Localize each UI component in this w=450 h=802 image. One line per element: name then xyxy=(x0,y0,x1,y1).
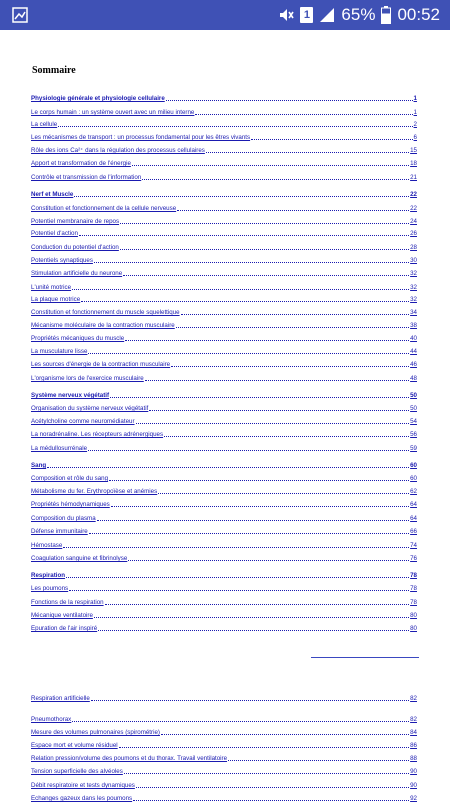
toc-entry-title: La médullosurrénale xyxy=(31,445,88,452)
toc-leader-dots xyxy=(88,450,409,451)
battery-percent: 65% xyxy=(341,5,376,24)
toc-entry-page: 90 xyxy=(410,768,417,775)
toc-entry-title: Défense immunitaire xyxy=(31,528,88,535)
toc-leader-dots xyxy=(120,249,409,250)
toc-entry[interactable] xyxy=(31,306,417,316)
toc-leader-dots xyxy=(98,630,409,631)
toc-leader-dots xyxy=(79,235,409,236)
toc-entry-page: 66 xyxy=(410,528,417,535)
battery-icon xyxy=(381,6,391,24)
toc-leader-dots xyxy=(94,617,409,618)
toc-leader-dots xyxy=(119,747,409,748)
toc-entry-page: 76 xyxy=(410,555,417,562)
toc-leader-dots xyxy=(142,179,409,180)
toc-entry-page: 86 xyxy=(410,742,417,749)
toc-entry-title: Les mécanismes de transport : un processus fondamental pour les êtres vivants xyxy=(31,134,251,141)
toc-entry[interactable] xyxy=(31,106,417,116)
toc-entry-title: Rôle des ions Ca²⁺ dans la régulation des processus cellulaires xyxy=(31,147,205,154)
toc-leader-dots xyxy=(158,493,409,494)
toc-entry[interactable] xyxy=(31,609,417,619)
toc-entry-title: Système nerveux végétatif xyxy=(31,392,110,399)
page-footer-line xyxy=(311,657,419,658)
toc-leader-dots xyxy=(161,734,409,735)
toc-entry-title: Potentiel membranaire de repos xyxy=(31,218,120,225)
toc-entry[interactable] xyxy=(31,428,417,438)
toc-entry-title: Les sources d'énergie de la contraction musculaire xyxy=(31,361,171,368)
toc-entry[interactable] xyxy=(31,241,417,251)
toc-entry[interactable] xyxy=(31,569,417,579)
toc-entry-page: 1 xyxy=(413,95,417,102)
toc-leader-dots xyxy=(125,340,409,341)
toc-entry-title: Mécanisme moléculaire de la contraction musculaire xyxy=(31,322,175,329)
toc-entry[interactable] xyxy=(31,539,417,549)
toc-entry[interactable] xyxy=(31,227,417,237)
toc-entry-title: Conduction du potentiel d'action xyxy=(31,244,119,251)
toc-entry-page: 30 xyxy=(410,257,417,264)
toc-entry-page: 82 xyxy=(410,716,417,723)
toc-entry-page: 74 xyxy=(410,542,417,549)
toc-entry[interactable] xyxy=(31,254,417,264)
toc-entry[interactable] xyxy=(31,472,417,482)
toc-entry-title: Propriétés mécaniques du muscle xyxy=(31,335,125,342)
toc-entry[interactable] xyxy=(31,389,417,399)
toc-entry-title: Potentiels synaptiques xyxy=(31,257,93,264)
toc-entry-title: Respiration artificielle xyxy=(31,695,90,702)
toc-entry-title: Relation pression/volume des poumons et du thorax. Travail ventilatoire xyxy=(31,755,228,762)
toc-entry-page: 50 xyxy=(410,405,417,412)
toc-entry-page: 38 xyxy=(410,322,417,329)
toc-entry-page: 21 xyxy=(410,174,417,181)
toc-entry-title: Epuration de l'air inspiré xyxy=(31,625,98,632)
toc-entry[interactable] xyxy=(31,512,417,522)
toc-entry-title: Acétylcholine comme neuromédiateur xyxy=(31,418,135,425)
toc-entry[interactable] xyxy=(31,332,417,342)
toc-entry-page: 44 xyxy=(410,348,417,355)
toc-leader-dots xyxy=(66,577,409,578)
toc-entry-page: 40 xyxy=(410,335,417,342)
toc-entry-page: 2 xyxy=(413,121,417,128)
toc-leader-dots xyxy=(94,262,409,263)
toc-leader-dots xyxy=(124,773,409,774)
toc-entry-page: 62 xyxy=(410,488,417,495)
toc-leader-dots xyxy=(109,480,409,481)
toc-entry[interactable] xyxy=(31,596,417,606)
toc-entry[interactable] xyxy=(31,752,417,762)
toc-entry-title: Mécanique ventilatoire xyxy=(31,612,93,619)
toc-leader-dots xyxy=(69,590,409,591)
toc-entry[interactable] xyxy=(31,692,417,702)
toc-entry-page: 54 xyxy=(410,418,417,425)
toc-entry-title: La musculature lisse xyxy=(31,348,88,355)
toc-entry-title: La plaque motrice xyxy=(31,296,81,303)
toc-leader-dots xyxy=(58,126,412,127)
toc-leader-dots xyxy=(110,397,409,398)
toc-entry[interactable] xyxy=(31,765,417,775)
toc-entry-title: Pneumothorax xyxy=(31,716,72,723)
toc-leader-dots xyxy=(72,721,409,722)
toc-entry-title: Propriétés hémodynamiques xyxy=(31,501,110,508)
toc-entry-title: Constitution et fonctionnement du muscle squelettique xyxy=(31,309,180,316)
toc-entry-page: 24 xyxy=(410,218,417,225)
toc-entry-page: 90 xyxy=(410,782,417,789)
document-page[interactable] xyxy=(0,30,450,800)
toc-entry[interactable] xyxy=(31,319,417,329)
toc-leader-dots xyxy=(177,210,409,211)
toc-entry[interactable] xyxy=(31,293,417,303)
toc-entry-title: Fonctions de la respiration xyxy=(31,599,104,606)
page-title: Sommaire xyxy=(32,65,76,76)
toc-entry-title: Respiration xyxy=(31,572,66,579)
toc-entry[interactable] xyxy=(31,525,417,535)
toc-leader-dots xyxy=(111,506,409,507)
toc-entry-title: Coagulation sanguine et fibrinolyse xyxy=(31,555,128,562)
toc-entry-page: 60 xyxy=(410,475,417,482)
toc-entry[interactable] xyxy=(31,779,417,789)
toc-entry[interactable] xyxy=(31,726,417,736)
toc-leader-dots xyxy=(133,800,409,801)
toc-leader-dots xyxy=(81,301,409,302)
toc-entry[interactable] xyxy=(31,498,417,508)
toc-entry-title: La cellule xyxy=(31,121,58,128)
toc-entry-title: Contrôle et transmission de l'information xyxy=(31,174,142,181)
toc-entry[interactable] xyxy=(31,345,417,355)
sim-icon: 1 xyxy=(300,7,313,23)
toc-entry-page: 26 xyxy=(410,230,417,237)
toc-entry-page: 80 xyxy=(410,625,417,632)
toc-entry[interactable] xyxy=(31,622,417,632)
toc-entry[interactable] xyxy=(31,792,417,802)
toc-entry-page: 18 xyxy=(410,160,417,167)
toc-entry-title: Echanges gazeux dans les poumons xyxy=(31,795,133,802)
status-bar xyxy=(0,0,450,30)
toc-entry-page: 82 xyxy=(410,695,417,702)
toc-entry[interactable] xyxy=(31,552,417,562)
toc-leader-dots xyxy=(89,533,409,534)
toc-entry-page: 32 xyxy=(410,296,417,303)
toc-entry-page: 1 xyxy=(413,109,417,116)
toc-leader-dots xyxy=(123,275,409,276)
toc-leader-dots xyxy=(132,165,409,166)
toc-entry-title: Tension superficielle des alvéoles xyxy=(31,768,123,775)
toc-entry-page: 50 xyxy=(410,392,417,399)
toc-entry[interactable] xyxy=(31,118,417,128)
toc-entry[interactable] xyxy=(31,171,417,181)
toc-entry-page: 15 xyxy=(410,147,417,154)
toc-leader-dots xyxy=(181,314,410,315)
toc-leader-dots xyxy=(145,380,409,381)
toc-entry-page: 60 xyxy=(410,462,417,469)
toc-leader-dots xyxy=(136,423,410,424)
signal-icon xyxy=(319,7,335,23)
toc-entry-page: 78 xyxy=(410,585,417,592)
toc-leader-dots xyxy=(195,114,412,115)
toc-entry-page: 46 xyxy=(410,361,417,368)
toc-entry-title: Apport et transformation de l'énergie xyxy=(31,160,131,167)
toc-entry-title: Stimulation artificielle du neurone xyxy=(31,270,123,277)
toc-entry-page: 78 xyxy=(410,599,417,606)
toc-entry-title: Potentiel d'action xyxy=(31,230,78,237)
toc-leader-dots xyxy=(136,787,409,788)
toc-entry-title: Sang xyxy=(31,462,47,469)
toc-leader-dots xyxy=(206,152,409,153)
toc-entry-page: 92 xyxy=(410,795,417,802)
clock: 00:52 xyxy=(397,5,440,24)
toc-entry[interactable] xyxy=(31,358,417,368)
toc-entry[interactable] xyxy=(31,713,417,723)
toc-entry[interactable] xyxy=(31,582,417,592)
toc-entry-title: Le corps humain : un système ouvert avec un milieu interne xyxy=(31,109,195,116)
status-icons xyxy=(278,0,440,30)
toc-entry-page: 88 xyxy=(410,755,417,762)
toc-entry[interactable] xyxy=(31,267,417,277)
toc-leader-dots xyxy=(228,760,409,761)
toc-entry-page: 34 xyxy=(410,309,417,316)
toc-leader-dots xyxy=(74,196,409,197)
toc-entry[interactable] xyxy=(31,144,417,154)
toc-entry-title: Mesure des volumes pulmonaires (spirométrie) xyxy=(31,729,160,736)
toc-leader-dots xyxy=(47,467,409,468)
toc-entry[interactable] xyxy=(31,372,417,382)
toc-entry-page: 64 xyxy=(410,515,417,522)
toc-leader-dots xyxy=(251,139,412,140)
toc-leader-dots xyxy=(171,366,409,367)
toc-entry-title: Débit respiratoire et tests dynamiques xyxy=(31,782,135,789)
toc-entry-title: Organisation du système nerveux végétatif xyxy=(31,405,149,412)
toc-entry-title: Constitution et fonctionnement de la cellule nerveuse xyxy=(31,205,177,212)
toc-entry-page: 78 xyxy=(410,572,417,579)
toc-entry-title: L'organisme lors de l'exercice musculaire xyxy=(31,375,144,382)
toc-leader-dots xyxy=(72,289,409,290)
toc-entry[interactable] xyxy=(31,281,417,291)
toc-entry[interactable] xyxy=(31,459,417,469)
toc-entry-page: 64 xyxy=(410,501,417,508)
toc-entry[interactable] xyxy=(31,188,417,198)
toc-leader-dots xyxy=(88,353,409,354)
toc-entry-title: Composition et rôle du sang xyxy=(31,475,109,482)
toc-entry-page: 56 xyxy=(410,431,417,438)
toc-entry-title: Nerf et Muscle xyxy=(31,191,74,198)
toc-entry[interactable] xyxy=(31,415,417,425)
toc-leader-dots xyxy=(120,223,409,224)
toc-entry-title: Espace mort et volume résiduel xyxy=(31,742,118,749)
toc-entry-page: 22 xyxy=(410,191,417,198)
toc-leader-dots xyxy=(164,436,409,437)
toc-leader-dots xyxy=(91,700,409,701)
toc-entry[interactable] xyxy=(31,739,417,749)
toc-entry[interactable] xyxy=(31,442,417,452)
toc-entry-page: 22 xyxy=(410,205,417,212)
toc-leader-dots xyxy=(166,100,413,101)
toc-entry-page: 6 xyxy=(413,134,417,141)
toc-entry[interactable] xyxy=(31,92,417,102)
toc-entry-page: 28 xyxy=(410,244,417,251)
toc-leader-dots xyxy=(176,327,409,328)
toc-entry-page: 84 xyxy=(410,729,417,736)
toc-entry-page: 80 xyxy=(410,612,417,619)
toc-entry-page: 32 xyxy=(410,284,417,291)
toc-leader-dots xyxy=(105,604,410,605)
toc-entry-title: Physiologie générale et physiologie cellulaire xyxy=(31,95,165,102)
toc-entry-page: 48 xyxy=(410,375,417,382)
toc-entry[interactable] xyxy=(31,402,417,412)
toc-entry-title: L'unité motrice xyxy=(31,284,72,291)
toc-entry-title: Les poumons xyxy=(31,585,69,592)
toc-leader-dots xyxy=(97,520,409,521)
toc-entry[interactable] xyxy=(31,485,417,495)
image-icon xyxy=(12,7,28,23)
toc-entry-title: Métabolisme du fer. Erythropoïèse et anémies xyxy=(31,488,158,495)
toc-entry[interactable] xyxy=(31,202,417,212)
toc-entry-title: Composition du plasma xyxy=(31,515,96,522)
toc-entry[interactable] xyxy=(31,131,417,141)
toc-entry[interactable] xyxy=(31,157,417,167)
mute-icon xyxy=(278,7,294,23)
toc-entry-title: Hémostase xyxy=(31,542,63,549)
toc-leader-dots xyxy=(128,560,409,561)
toc-entry-page: 59 xyxy=(410,445,417,452)
toc-leader-dots xyxy=(63,547,409,548)
toc-entry-title: La noradrénaline. Les récepteurs adrénergiques xyxy=(31,431,164,438)
toc-entry-page: 32 xyxy=(410,270,417,277)
toc-leader-dots xyxy=(149,410,409,411)
toc-entry[interactable] xyxy=(31,215,417,225)
